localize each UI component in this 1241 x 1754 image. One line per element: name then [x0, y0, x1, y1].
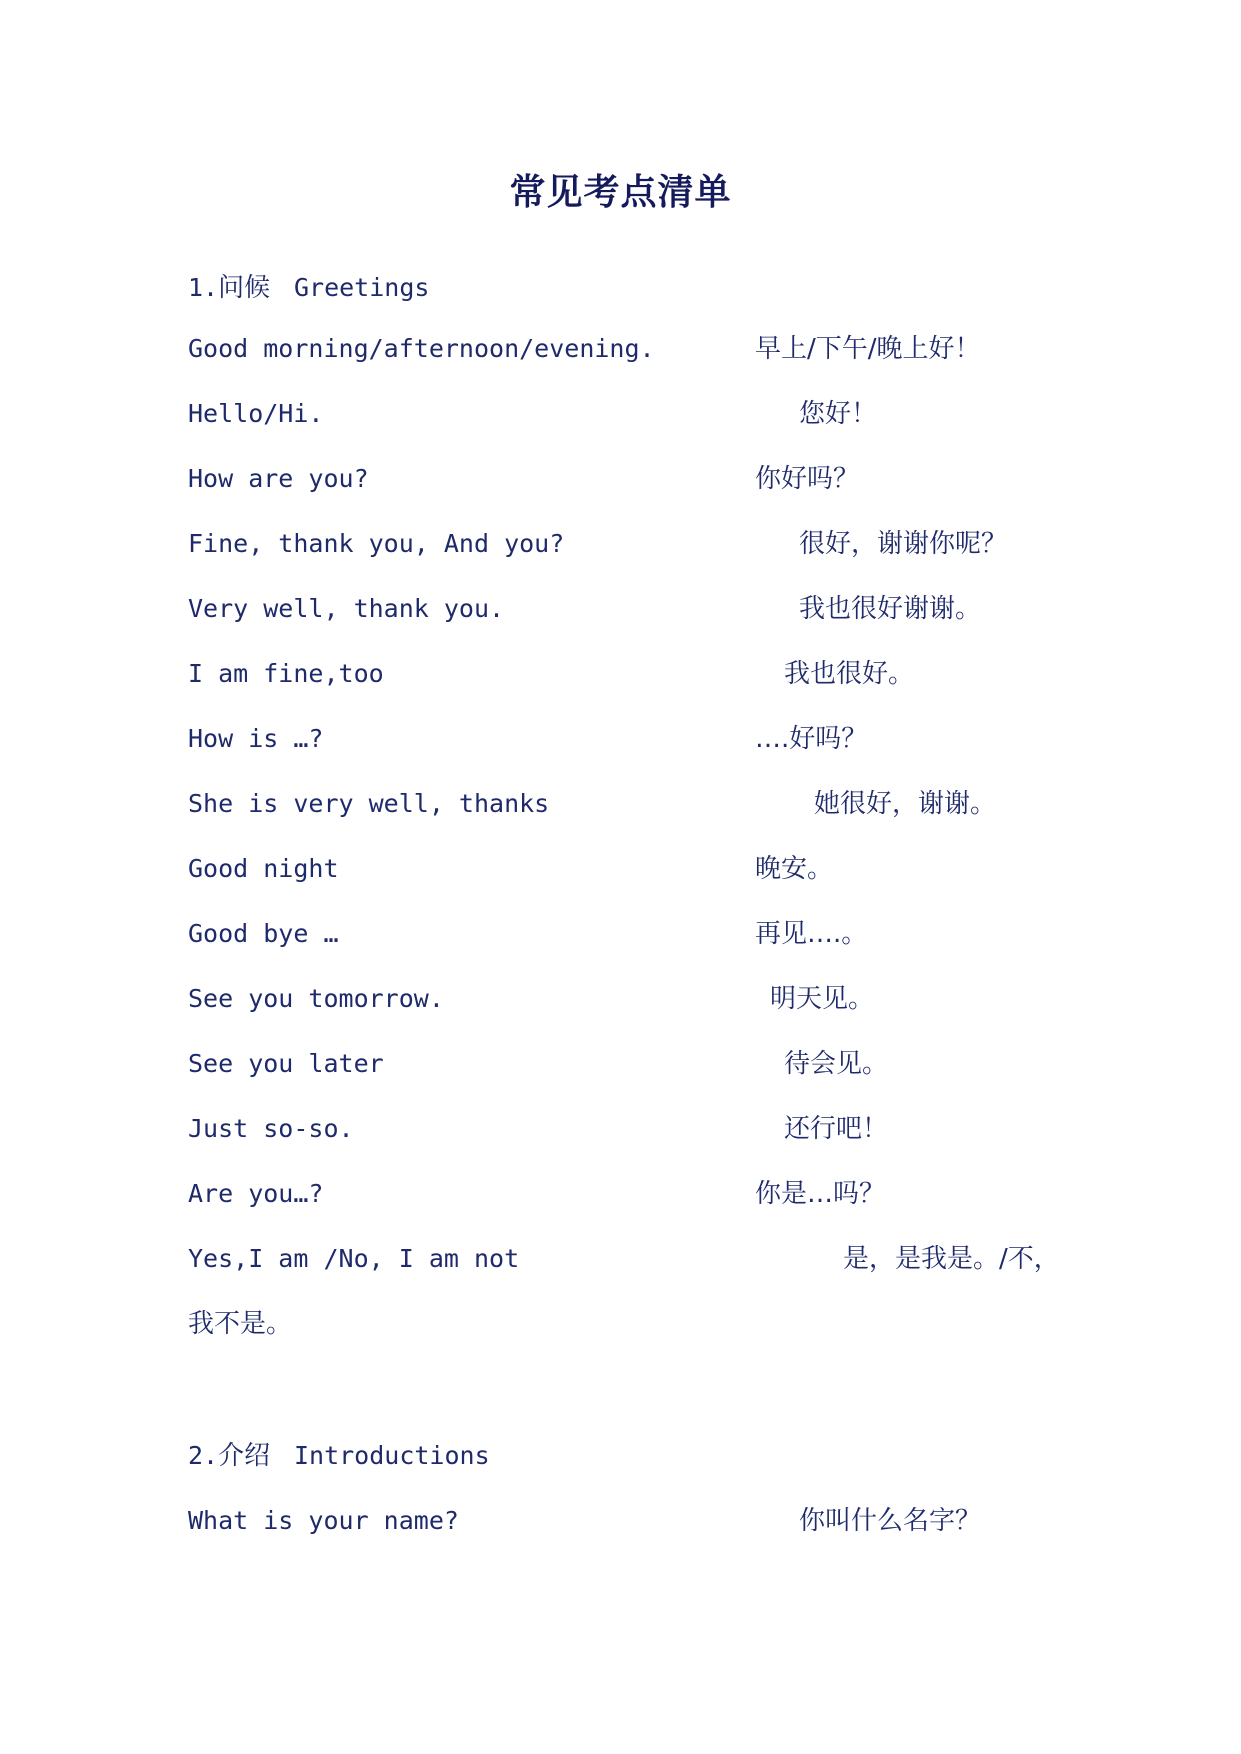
phrase-chinese-wrap: 我不是。 — [188, 1309, 293, 1339]
phrase-row — [0, 654, 1241, 694]
phrase-english: How are you? — [188, 464, 369, 493]
phrase-row — [0, 329, 1241, 369]
phrase-english: Good night — [188, 854, 339, 883]
section-title-en: Introductions — [293, 1441, 490, 1470]
phrase-english: Good morning/afternoon/evening. — [188, 334, 655, 363]
phrase-english: Hello/Hi. — [188, 399, 324, 428]
phrase-chinese: 我也很好谢谢。 — [799, 594, 982, 624]
phrase-english: Just so-so. — [188, 1114, 354, 1143]
section-title-en: Greetings — [293, 273, 430, 302]
phrase-chinese: 早上/下午/晚上好！ — [755, 334, 981, 364]
phrase-row — [0, 979, 1241, 1019]
phrase-chinese: 很好，谢谢你呢？ — [799, 529, 1008, 559]
phrase-chinese: 她很好，谢谢。 — [814, 789, 997, 819]
phrase-chinese: 您好！ — [799, 399, 878, 429]
phrase-english: How is …? — [188, 724, 324, 753]
phrase-chinese: ….好吗？ — [755, 724, 868, 754]
section-heading-greetings — [188, 268, 429, 308]
phrase-row — [0, 524, 1241, 564]
phrase-chinese: 明天见。 — [770, 984, 875, 1014]
section-heading-introductions — [188, 1436, 490, 1476]
phrase-english: Fine, thank you, And you? — [188, 529, 565, 558]
phrase-row — [0, 394, 1241, 434]
phrase-row — [0, 1109, 1241, 1149]
phrase-english: See you later — [188, 1049, 384, 1078]
phrase-chinese: 是，是我是。/不， — [843, 1244, 1060, 1274]
phrase-row — [0, 459, 1241, 499]
phrase-row — [0, 849, 1241, 889]
phrase-row — [0, 914, 1241, 954]
phrase-chinese: 我也很好。 — [784, 659, 915, 689]
phrase-row — [0, 1501, 1241, 1541]
phrase-chinese: 你是…吗？ — [755, 1179, 886, 1209]
phrase-chinese: 还行吧！ — [784, 1114, 889, 1144]
phrase-english: See you tomorrow. — [188, 984, 444, 1013]
phrase-row — [0, 1044, 1241, 1084]
section-number: 1. — [188, 273, 219, 302]
phrase-english: She is very well, thanks — [188, 789, 550, 818]
phrase-english: I am fine,too — [188, 659, 384, 688]
phrase-row — [0, 589, 1241, 629]
phrase-chinese: 你好吗？ — [755, 464, 860, 494]
phrase-english: What is your name? — [188, 1506, 459, 1535]
phrase-row — [0, 1239, 1241, 1279]
phrase-chinese: 你叫什么名字？ — [799, 1506, 982, 1536]
phrase-english: Good bye … — [188, 919, 339, 948]
phrase-row — [0, 719, 1241, 759]
phrase-chinese: 晚安。 — [755, 854, 834, 884]
phrase-chinese: 再见….。 — [755, 919, 868, 949]
phrase-row — [0, 784, 1241, 824]
phrase-row — [0, 1174, 1241, 1214]
section-title-zh: 问候 — [218, 273, 271, 303]
section-number: 2. — [188, 1441, 219, 1470]
phrase-english: Very well, thank you. — [188, 594, 505, 623]
page-title: 常见考点清单 — [509, 172, 732, 213]
phrase-chinese: 待会见。 — [784, 1049, 889, 1079]
phrase-english: Are you…? — [188, 1179, 324, 1208]
phrase-english: Yes,I am /No, I am not — [188, 1244, 520, 1273]
section-title-zh: 介绍 — [218, 1441, 271, 1471]
